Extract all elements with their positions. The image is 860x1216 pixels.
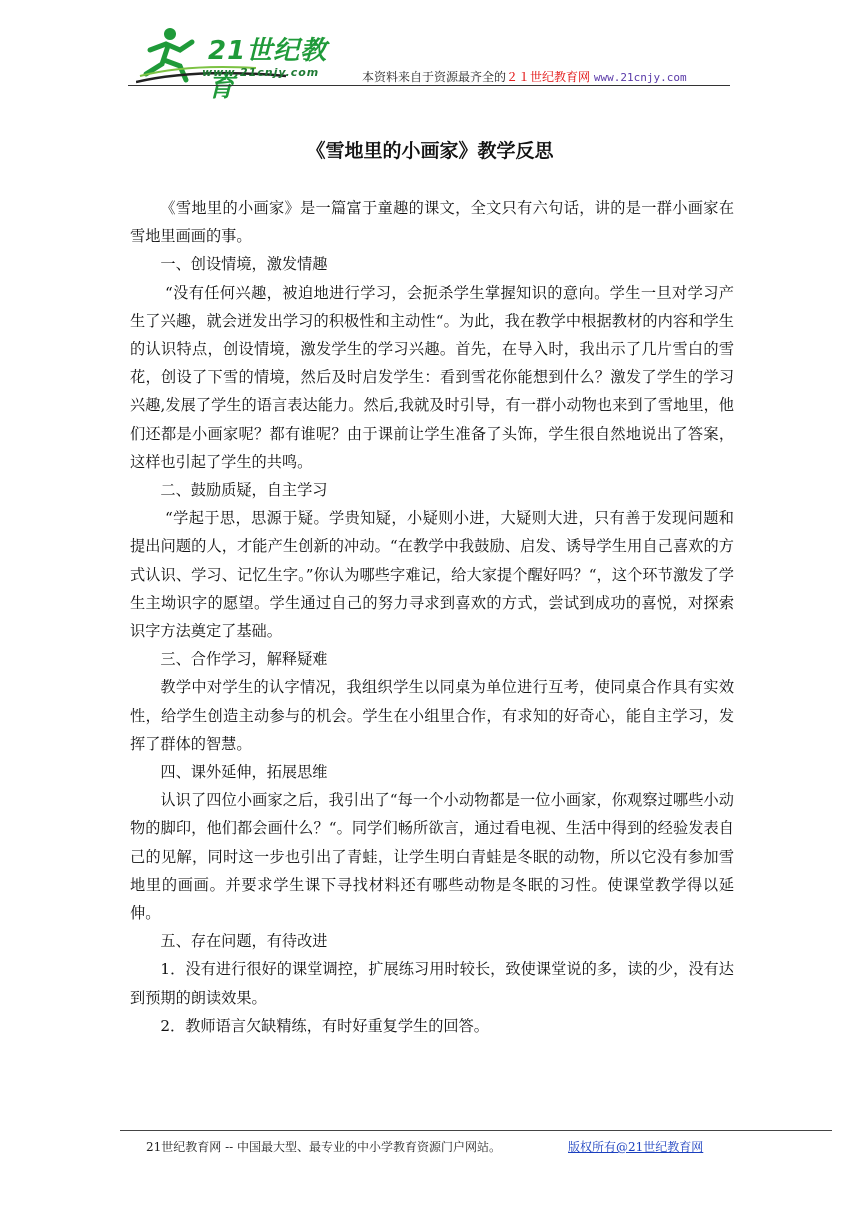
paragraph: 认识了四位小画家之后，我引出了“每一个小动物都是一位小画家，你观察过哪些小动物的脚印，他们都会画什么？“。同学们畅所欲言，通过看电视、生活中得到的经验发表自己的见解，同时这一步也引出了青蛙，让学生明白青蛙是冬眠的动物，所以它没有参加雪地里的画画。并要求学生课下寻找材料还有哪些动物是冬眠的习性。使课堂教学得以延伸。 — [130, 791, 734, 923]
source-url-link[interactable]: www.21cnjy.com — [593, 71, 687, 84]
site-logo — [136, 24, 336, 103]
source-line — [362, 68, 687, 85]
list-item: 2．教师语言欠缺精练，有时好重复学生的回答。 — [160, 1016, 489, 1035]
source-site-link[interactable]: ２１世纪教育网 — [506, 70, 591, 84]
paragraph: 《雪地里的小画家》是一篇富于童趣的课文，全文只有六句话，讲的是一群小画家在雪地里画画的事。 — [130, 199, 734, 246]
list-item: 1．没有进行很好的课堂调控，扩展练习用时较长，致使课堂说的多，读的少，没有达到预期的朗读效果。 — [130, 960, 734, 1007]
paragraph: 教学中对学生的认字情况，我组织学生以同桌为单位进行互考，使同桌合作具有实效性，给学生创造主动参与的机会。学生在小组里合作，有求知的好奇心，能自主学习，发挥了群体的智慧。 — [130, 678, 734, 753]
section-heading: 二、鼓励质疑，自主学习 — [160, 481, 328, 500]
page-header — [128, 20, 730, 103]
paragraph: “学起于思，思源于疑。学贵知疑，小疑则小进，大疑则大进，只有善于发现问题和提出问题的人，才能产生创新的冲动。“在教学中我鼓励、启发、诱导学生用自己喜欢的方式认识、学习、记忆生字。”你认为哪些字难记，给大家提个醒好吗？“，这个环节激发了学生主坳识字的愿望。学生通过自己的努力寻求到喜欢的方式，尝试到成功的喜悦，对探索识字方法奠定了基础。 — [130, 509, 734, 641]
article-body — [130, 194, 734, 1040]
source-prefix: 本资料来自于资源最齐全的 — [362, 70, 507, 84]
footer-divider — [120, 1130, 832, 1131]
section-heading: 四、课外延伸，拓展思维 — [160, 763, 328, 782]
footer-text: 21世纪教育网 -- 中国最大型、最专业的中小学教育资源门户网站。 — [146, 1140, 502, 1154]
section-heading: 一、创设情境，激发情趣 — [160, 255, 328, 274]
section-heading: 三、合作学习，解释疑难 — [160, 650, 328, 669]
header-divider — [128, 85, 730, 86]
copyright-link[interactable]: 版权所有@21世纪教育网 — [568, 1140, 704, 1154]
page-title: 《雪地里的小画家》教学反思 — [306, 140, 554, 162]
section-heading: 五、存在问题，有待改进 — [160, 932, 328, 951]
paragraph: “没有任何兴趣，被迫地进行学习，会扼杀学生掌握知识的意向。学生一旦对学习产生了兴趣，就会迸发出学习的积极性和主动性“。为此，我在教学中根据教材的内容和学生的认识特点，创设情境，激发学生的学习兴趣。首先，在导入时，我出示了几片雪白的雪花，创设了下雪的情境，然后及时启发学生：看到雪花你能想到什么？激发了学生的学习兴趣,发展了学生的语言表达能力。然后,我就及时引导，有一群小动物也来到了雪地里，他们还都是小画家呢？都有谁呢？由于课前让学生准备了头饰，学生很自然地说出了答案，这样也引起了学生的共鸣。 — [130, 283, 734, 471]
logo-url: www.21cnjy.com — [202, 66, 320, 79]
logo-text: 21世纪教育 — [208, 36, 328, 103]
